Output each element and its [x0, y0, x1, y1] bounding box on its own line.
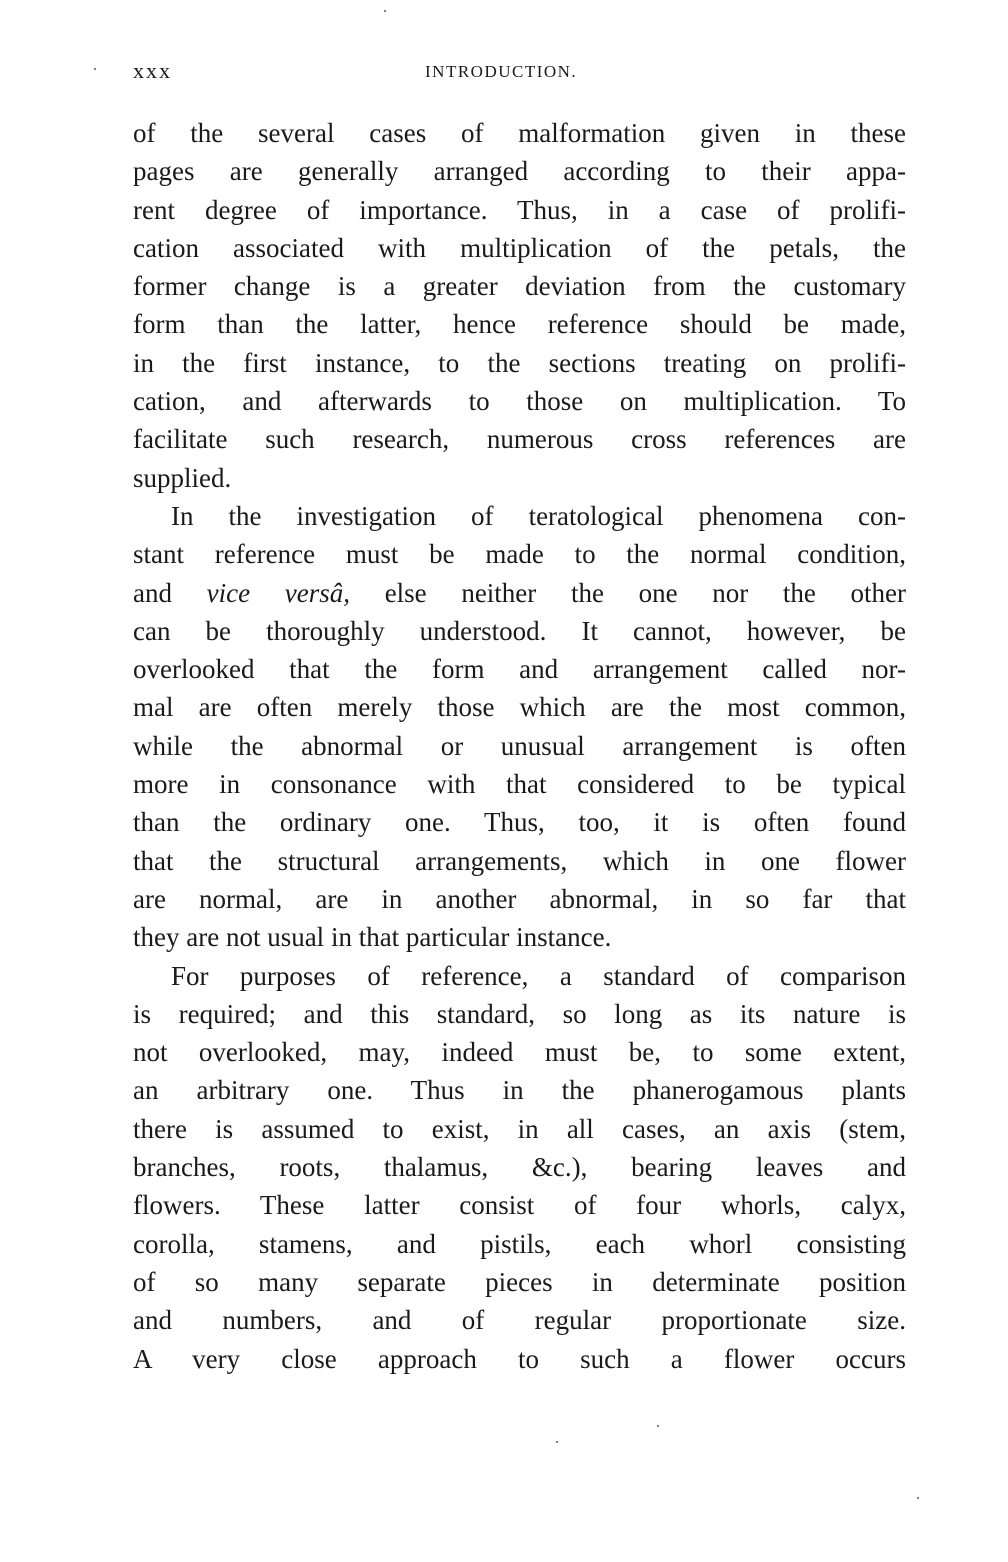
text-line — [133, 574, 906, 612]
text-line: cation associated with multiplication of the petals, the — [133, 232, 906, 263]
text-line: corolla, stamens, and pistils, each whorl consisting — [133, 1228, 906, 1259]
text-line: For purposes of reference, a standard of comparison — [171, 960, 906, 991]
text-line: not overlooked, may, indeed must be, to some extent, — [133, 1037, 906, 1068]
paragraph-3 — [133, 957, 906, 1378]
scan-speck — [94, 68, 96, 70]
text-line: pages are generally arranged according to their appa- — [133, 156, 906, 187]
text-line: In the investigation of teratological phenomena con- — [171, 500, 906, 531]
text-line: of so many separate pieces in determinate position — [133, 1266, 906, 1297]
body-text — [133, 114, 906, 1378]
text-line: than the ordinary one. Thus, too, it is often found — [133, 807, 906, 838]
text-line: more in consonance with that considered to be typical — [133, 769, 906, 800]
text-line: they are not usual in that particular instance. — [133, 922, 612, 953]
text-line: former change is a greater deviation from the customary — [133, 271, 906, 302]
text-line: can be thoroughly understood. It cannot, however, be — [133, 615, 906, 646]
text-line: stant reference must be made to the normal condition, — [133, 539, 906, 570]
text-line: mal are often merely those which are the most common, — [133, 692, 906, 723]
text-line: is required; and this standard, so long as its nature is — [133, 998, 906, 1029]
text-line: in the first instance, to the sections treating on prolifi- — [133, 347, 906, 378]
scan-speck — [556, 1441, 558, 1443]
text-line: cation, and afterwards to those on multiplication. To — [133, 386, 906, 417]
text-line: A very close approach to such a flower occurs — [133, 1343, 906, 1374]
text-line: and numbers, and of regular proportionate size. — [133, 1305, 906, 1336]
paragraph-1 — [133, 114, 906, 497]
text-line: of the several cases of malformation given in these — [133, 118, 906, 148]
scan-speck — [917, 1497, 919, 1499]
text-line: there is assumed to exist, in all cases, an axis (stem, — [133, 1113, 906, 1144]
page-number: xxx — [133, 58, 172, 83]
paragraph-2 — [133, 497, 906, 957]
text-line: form than the latter, hence reference should be made, — [133, 309, 906, 340]
text-line: an arbitrary one. Thus in the phanerogamous plants — [133, 1075, 906, 1106]
text-line: are normal, are in another abnormal, in so far that — [133, 883, 906, 914]
text-line: facilitate such research, numerous cross references are — [133, 424, 906, 455]
text-line: overlooked that the form and arrangement called nor- — [133, 654, 906, 685]
text-fragment: and — [133, 577, 172, 608]
text-line: while the abnormal or unusual arrangement is often — [133, 730, 906, 761]
text-line: supplied. — [133, 462, 232, 493]
text-line: branches, roots, thalamus, &c.), bearing leaves and — [133, 1152, 906, 1183]
running-head — [133, 58, 905, 88]
text-line: rent degree of importance. Thus, in a case of prolifi- — [133, 194, 906, 225]
scan-speck — [384, 10, 386, 12]
running-title: INTRODUCTION. — [425, 62, 578, 81]
scan-speck — [657, 1425, 659, 1427]
text-line: that the structural arrangements, which in one flower — [133, 845, 906, 876]
text-line: flowers. These latter consist of four whorls, calyx, — [133, 1190, 906, 1221]
italic-phrase: vice versâ, — [206, 577, 351, 608]
text-fragment: else neither the one nor the other — [384, 577, 907, 608]
